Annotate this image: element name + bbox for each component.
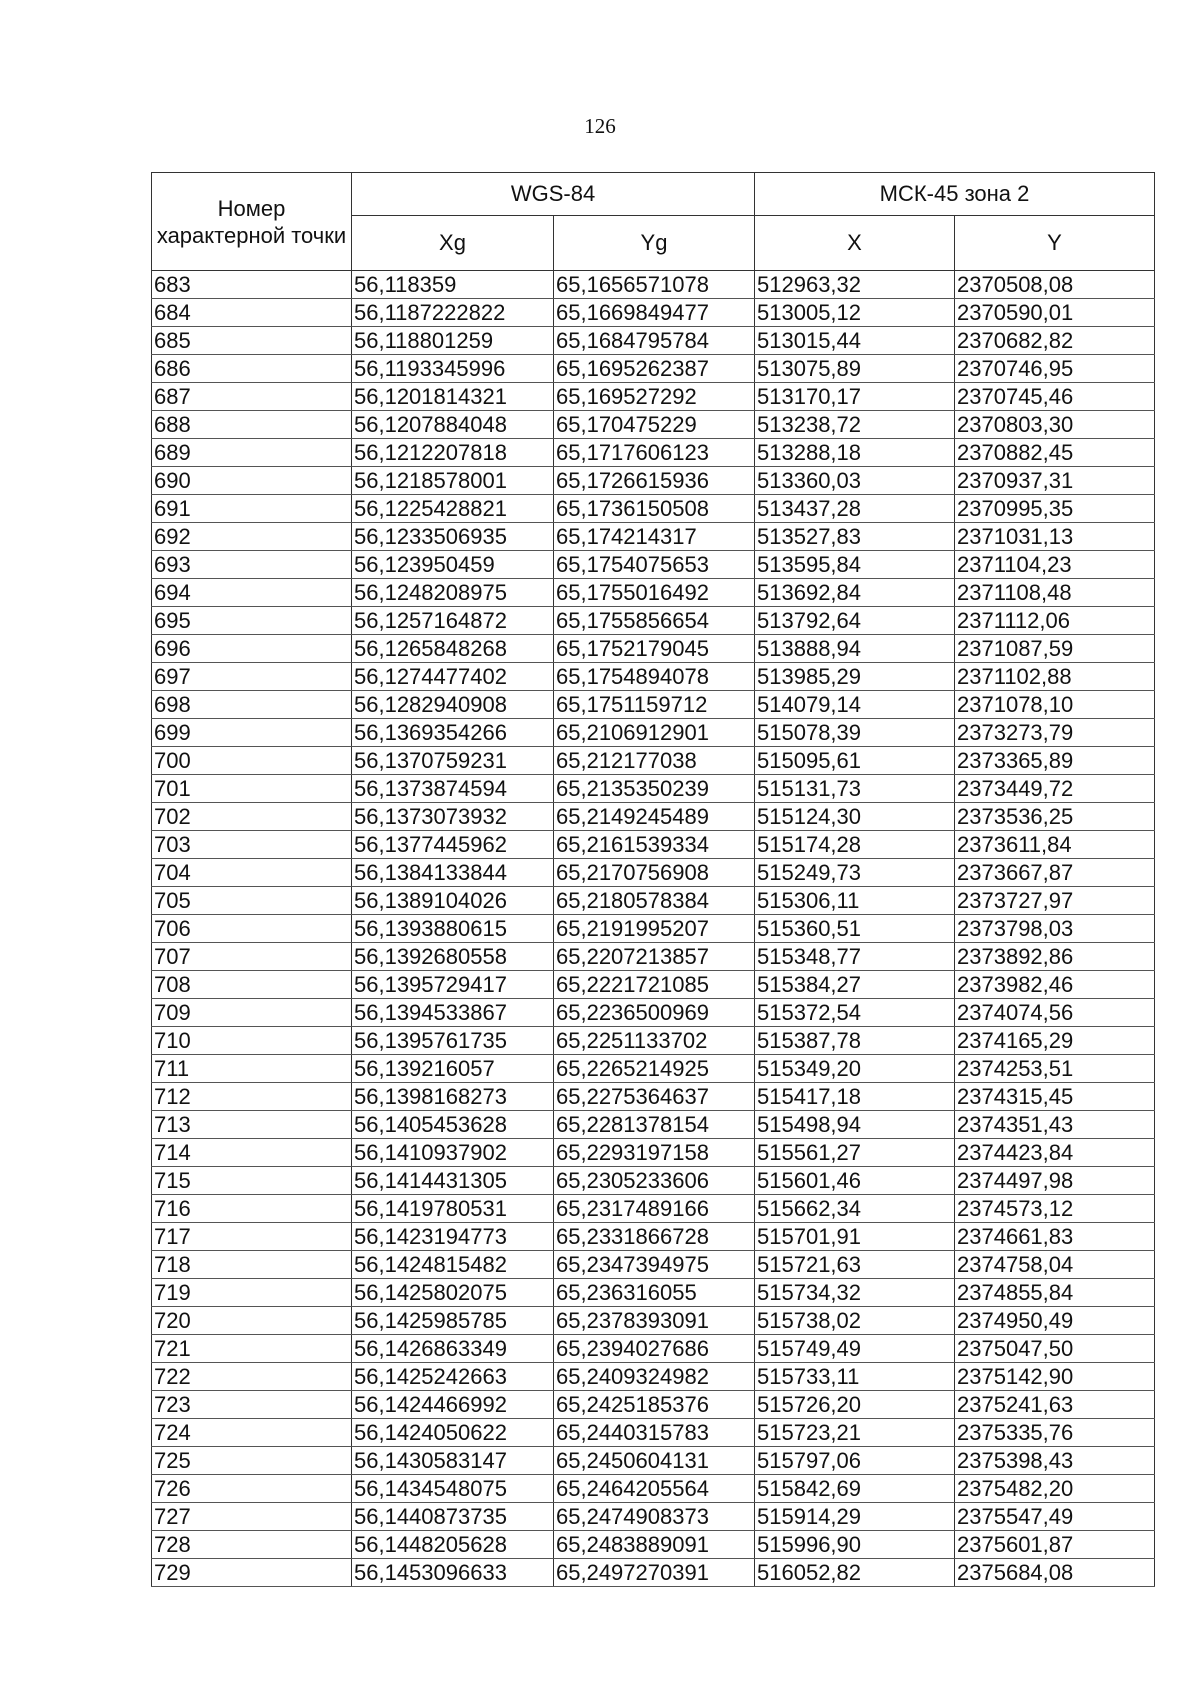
- yg-cell: 65,2161539334: [554, 831, 755, 859]
- y-cell: 2373727,97: [955, 887, 1155, 915]
- yg-cell: 65,2474908373: [554, 1503, 755, 1531]
- y-cell: 2371087,59: [955, 635, 1155, 663]
- xg-cell: 56,1212207818: [352, 439, 554, 467]
- y-cell: 2370590,01: [955, 299, 1155, 327]
- y-cell: 2375335,76: [955, 1419, 1155, 1447]
- point-number-cell: 713: [152, 1111, 352, 1139]
- point-number-cell: 726: [152, 1475, 352, 1503]
- yg-cell: 65,174214317: [554, 523, 755, 551]
- y-cell: 2373667,87: [955, 859, 1155, 887]
- header-y: Y: [955, 216, 1155, 271]
- yg-cell: 65,2464205564: [554, 1475, 755, 1503]
- table-row: [152, 859, 1155, 887]
- table-row: [152, 691, 1155, 719]
- xg-cell: 56,1448205628: [352, 1531, 554, 1559]
- xg-cell: 56,1369354266: [352, 719, 554, 747]
- x-cell: 515601,46: [755, 1167, 955, 1195]
- xg-cell: 56,1394533867: [352, 999, 554, 1027]
- point-number-cell: 700: [152, 747, 352, 775]
- x-cell: 513792,64: [755, 607, 955, 635]
- table-header: [152, 173, 1155, 271]
- yg-cell: 65,1717606123: [554, 439, 755, 467]
- x-cell: 513015,44: [755, 327, 955, 355]
- yg-cell: 65,1755856654: [554, 607, 755, 635]
- y-cell: 2373449,72: [955, 775, 1155, 803]
- point-number-cell: 685: [152, 327, 352, 355]
- yg-cell: 65,1726615936: [554, 467, 755, 495]
- point-number-cell: 695: [152, 607, 352, 635]
- y-cell: 2375047,50: [955, 1335, 1155, 1363]
- xg-cell: 56,1424466992: [352, 1391, 554, 1419]
- x-cell: 515662,34: [755, 1195, 955, 1223]
- point-number-cell: 714: [152, 1139, 352, 1167]
- y-cell: 2374315,45: [955, 1083, 1155, 1111]
- y-cell: 2373892,86: [955, 943, 1155, 971]
- xg-cell: 56,1453096633: [352, 1559, 554, 1587]
- xg-cell: 56,1257164872: [352, 607, 554, 635]
- yg-cell: 65,2347394975: [554, 1251, 755, 1279]
- x-cell: 513527,83: [755, 523, 955, 551]
- point-number-cell: 692: [152, 523, 352, 551]
- x-cell: 515124,30: [755, 803, 955, 831]
- y-cell: 2374351,43: [955, 1111, 1155, 1139]
- point-number-cell: 715: [152, 1167, 352, 1195]
- y-cell: 2370882,45: [955, 439, 1155, 467]
- xg-cell: 56,1193345996: [352, 355, 554, 383]
- yg-cell: 65,2106912901: [554, 719, 755, 747]
- table-row: [152, 1391, 1155, 1419]
- y-cell: 2370745,46: [955, 383, 1155, 411]
- x-cell: 515734,32: [755, 1279, 955, 1307]
- header-yg: Yg: [554, 216, 755, 271]
- xg-cell: 56,139216057: [352, 1055, 554, 1083]
- xg-cell: 56,1274477402: [352, 663, 554, 691]
- xg-cell: 56,1430583147: [352, 1447, 554, 1475]
- y-cell: 2374165,29: [955, 1027, 1155, 1055]
- point-number-cell: 711: [152, 1055, 352, 1083]
- xg-cell: 56,1282940908: [352, 691, 554, 719]
- x-cell: 515797,06: [755, 1447, 955, 1475]
- yg-cell: 65,2207213857: [554, 943, 755, 971]
- x-cell: 515384,27: [755, 971, 955, 999]
- table-row: [152, 1167, 1155, 1195]
- y-cell: 2373536,25: [955, 803, 1155, 831]
- yg-cell: 65,1684795784: [554, 327, 755, 355]
- y-cell: 2374497,98: [955, 1167, 1155, 1195]
- point-number-cell: 688: [152, 411, 352, 439]
- y-cell: 2373365,89: [955, 747, 1155, 775]
- xg-cell: 56,1419780531: [352, 1195, 554, 1223]
- x-cell: 515498,94: [755, 1111, 955, 1139]
- table-row: [152, 523, 1155, 551]
- point-number-cell: 718: [152, 1251, 352, 1279]
- x-cell: 515723,21: [755, 1419, 955, 1447]
- point-number-cell: 708: [152, 971, 352, 999]
- point-number-cell: 684: [152, 299, 352, 327]
- xg-cell: 56,1424815482: [352, 1251, 554, 1279]
- y-cell: 2374074,56: [955, 999, 1155, 1027]
- table-row: [152, 747, 1155, 775]
- table-row: [152, 327, 1155, 355]
- x-cell: 512963,32: [755, 271, 955, 299]
- table-row: [152, 719, 1155, 747]
- yg-cell: 65,2440315783: [554, 1419, 755, 1447]
- x-cell: 515733,11: [755, 1363, 955, 1391]
- x-cell: 515738,02: [755, 1307, 955, 1335]
- table-row: [152, 1531, 1155, 1559]
- xg-cell: 56,1423194773: [352, 1223, 554, 1251]
- yg-cell: 65,2180578384: [554, 887, 755, 915]
- point-number-cell: 691: [152, 495, 352, 523]
- xg-cell: 56,1187222822: [352, 299, 554, 327]
- table-row: [152, 1419, 1155, 1447]
- point-number-cell: 716: [152, 1195, 352, 1223]
- xg-cell: 56,1395729417: [352, 971, 554, 999]
- x-cell: 515996,90: [755, 1531, 955, 1559]
- y-cell: 2374661,83: [955, 1223, 1155, 1251]
- table-row: [152, 383, 1155, 411]
- point-number-cell: 717: [152, 1223, 352, 1251]
- yg-cell: 65,2135350239: [554, 775, 755, 803]
- table-row: [152, 1363, 1155, 1391]
- y-cell: 2370995,35: [955, 495, 1155, 523]
- header-row-groups: [152, 173, 1155, 216]
- xg-cell: 56,118801259: [352, 327, 554, 355]
- table-row: [152, 803, 1155, 831]
- point-number-cell: 709: [152, 999, 352, 1027]
- y-cell: 2370682,82: [955, 327, 1155, 355]
- y-cell: 2371102,88: [955, 663, 1155, 691]
- table-row: [152, 411, 1155, 439]
- yg-cell: 65,1669849477: [554, 299, 755, 327]
- point-number-cell: 686: [152, 355, 352, 383]
- y-cell: 2373798,03: [955, 915, 1155, 943]
- x-cell: 515095,61: [755, 747, 955, 775]
- point-number-cell: 721: [152, 1335, 352, 1363]
- yg-cell: 65,2305233606: [554, 1167, 755, 1195]
- xg-cell: 56,1434548075: [352, 1475, 554, 1503]
- y-cell: 2374855,84: [955, 1279, 1155, 1307]
- table-row: [152, 915, 1155, 943]
- xg-cell: 56,1248208975: [352, 579, 554, 607]
- table-row: [152, 1475, 1155, 1503]
- yg-cell: 65,2409324982: [554, 1363, 755, 1391]
- table-row: [152, 1111, 1155, 1139]
- xg-cell: 56,1389104026: [352, 887, 554, 915]
- xg-cell: 56,118359: [352, 271, 554, 299]
- xg-cell: 56,1373874594: [352, 775, 554, 803]
- yg-cell: 65,2191995207: [554, 915, 755, 943]
- point-number-cell: 693: [152, 551, 352, 579]
- xg-cell: 56,1414431305: [352, 1167, 554, 1195]
- table-row: [152, 999, 1155, 1027]
- x-cell: 515561,27: [755, 1139, 955, 1167]
- point-number-cell: 694: [152, 579, 352, 607]
- xg-cell: 56,1398168273: [352, 1083, 554, 1111]
- y-cell: 2375601,87: [955, 1531, 1155, 1559]
- x-cell: 515348,77: [755, 943, 955, 971]
- xg-cell: 56,1233506935: [352, 523, 554, 551]
- table-row: [152, 1307, 1155, 1335]
- xg-cell: 56,1377445962: [352, 831, 554, 859]
- y-cell: 2370508,08: [955, 271, 1155, 299]
- y-cell: 2375241,63: [955, 1391, 1155, 1419]
- y-cell: 2370746,95: [955, 355, 1155, 383]
- table-row: [152, 831, 1155, 859]
- table-row: [152, 1223, 1155, 1251]
- xg-cell: 56,1425802075: [352, 1279, 554, 1307]
- point-number-cell: 690: [152, 467, 352, 495]
- xg-cell: 56,1395761735: [352, 1027, 554, 1055]
- yg-cell: 65,1695262387: [554, 355, 755, 383]
- xg-cell: 56,1265848268: [352, 635, 554, 663]
- table-row: [152, 1559, 1155, 1587]
- table-row: [152, 1027, 1155, 1055]
- yg-cell: 65,2331866728: [554, 1223, 755, 1251]
- point-number-cell: 727: [152, 1503, 352, 1531]
- point-number-cell: 705: [152, 887, 352, 915]
- x-cell: 513075,89: [755, 355, 955, 383]
- point-number-cell: 719: [152, 1279, 352, 1307]
- xg-cell: 56,1384133844: [352, 859, 554, 887]
- point-number-cell: 725: [152, 1447, 352, 1475]
- yg-cell: 65,2425185376: [554, 1391, 755, 1419]
- yg-cell: 65,2497270391: [554, 1559, 755, 1587]
- point-number-cell: 720: [152, 1307, 352, 1335]
- yg-cell: 65,169527292: [554, 383, 755, 411]
- y-cell: 2374573,12: [955, 1195, 1155, 1223]
- x-cell: 515372,54: [755, 999, 955, 1027]
- yg-cell: 65,2275364637: [554, 1083, 755, 1111]
- xg-cell: 56,1425985785: [352, 1307, 554, 1335]
- x-cell: 515387,78: [755, 1027, 955, 1055]
- yg-cell: 65,2317489166: [554, 1195, 755, 1223]
- header-point-number: Номер характерной точки: [152, 173, 352, 271]
- point-number-cell: 722: [152, 1363, 352, 1391]
- y-cell: 2375547,49: [955, 1503, 1155, 1531]
- y-cell: 2370803,30: [955, 411, 1155, 439]
- yg-cell: 65,1656571078: [554, 271, 755, 299]
- x-cell: 513238,72: [755, 411, 955, 439]
- table-row: [152, 775, 1155, 803]
- xg-cell: 56,1201814321: [352, 383, 554, 411]
- table-row: [152, 971, 1155, 999]
- point-number-cell: 728: [152, 1531, 352, 1559]
- y-cell: 2374253,51: [955, 1055, 1155, 1083]
- point-number-cell: 701: [152, 775, 352, 803]
- yg-cell: 65,212177038: [554, 747, 755, 775]
- point-number-cell: 683: [152, 271, 352, 299]
- yg-cell: 65,2378393091: [554, 1307, 755, 1335]
- x-cell: 513288,18: [755, 439, 955, 467]
- yg-cell: 65,1754894078: [554, 663, 755, 691]
- table-row: [152, 943, 1155, 971]
- coordinates-table: [151, 172, 1155, 1587]
- yg-cell: 65,170475229: [554, 411, 755, 439]
- xg-cell: 56,1425242663: [352, 1363, 554, 1391]
- y-cell: 2375684,08: [955, 1559, 1155, 1587]
- x-cell: 515914,29: [755, 1503, 955, 1531]
- table-row: [152, 1503, 1155, 1531]
- point-number-cell: 729: [152, 1559, 352, 1587]
- x-cell: 513360,03: [755, 467, 955, 495]
- yg-cell: 65,2236500969: [554, 999, 755, 1027]
- point-number-cell: 698: [152, 691, 352, 719]
- point-number-cell: 723: [152, 1391, 352, 1419]
- x-cell: 515349,20: [755, 1055, 955, 1083]
- x-cell: 513437,28: [755, 495, 955, 523]
- x-cell: 516052,82: [755, 1559, 955, 1587]
- yg-cell: 65,1736150508: [554, 495, 755, 523]
- table-row: [152, 495, 1155, 523]
- table-row: [152, 887, 1155, 915]
- point-number-cell: 710: [152, 1027, 352, 1055]
- table-row: [152, 579, 1155, 607]
- table-row: [152, 1195, 1155, 1223]
- yg-cell: 65,2251133702: [554, 1027, 755, 1055]
- x-cell: 513985,29: [755, 663, 955, 691]
- xg-cell: 56,1392680558: [352, 943, 554, 971]
- yg-cell: 65,2394027686: [554, 1335, 755, 1363]
- x-cell: 515078,39: [755, 719, 955, 747]
- header-x: X: [755, 216, 955, 271]
- yg-cell: 65,1752179045: [554, 635, 755, 663]
- y-cell: 2375398,43: [955, 1447, 1155, 1475]
- x-cell: 515726,20: [755, 1391, 955, 1419]
- header-wgs84: WGS-84: [352, 173, 755, 216]
- point-number-cell: 696: [152, 635, 352, 663]
- table-row: [152, 1139, 1155, 1167]
- point-number-cell: 702: [152, 803, 352, 831]
- xg-cell: 56,1410937902: [352, 1139, 554, 1167]
- x-cell: 515842,69: [755, 1475, 955, 1503]
- y-cell: 2375142,90: [955, 1363, 1155, 1391]
- table-row: [152, 271, 1155, 299]
- x-cell: 513005,12: [755, 299, 955, 327]
- yg-cell: 65,2450604131: [554, 1447, 755, 1475]
- x-cell: 514079,14: [755, 691, 955, 719]
- y-cell: 2371104,23: [955, 551, 1155, 579]
- xg-cell: 56,1225428821: [352, 495, 554, 523]
- y-cell: 2373982,46: [955, 971, 1155, 999]
- y-cell: 2371112,06: [955, 607, 1155, 635]
- y-cell: 2374423,84: [955, 1139, 1155, 1167]
- table-row: [152, 607, 1155, 635]
- yg-cell: 65,2265214925: [554, 1055, 755, 1083]
- yg-cell: 65,2281378154: [554, 1111, 755, 1139]
- table-row: [152, 1279, 1155, 1307]
- table-row: [152, 299, 1155, 327]
- xg-cell: 56,1207884048: [352, 411, 554, 439]
- table-row: [152, 355, 1155, 383]
- y-cell: 2373273,79: [955, 719, 1155, 747]
- x-cell: 515417,18: [755, 1083, 955, 1111]
- yg-cell: 65,1754075653: [554, 551, 755, 579]
- xg-cell: 56,1426863349: [352, 1335, 554, 1363]
- table-body: [152, 271, 1155, 1587]
- table-row: [152, 1055, 1155, 1083]
- y-cell: 2370937,31: [955, 467, 1155, 495]
- point-number-cell: 689: [152, 439, 352, 467]
- y-cell: 2374758,04: [955, 1251, 1155, 1279]
- x-cell: 515306,11: [755, 887, 955, 915]
- yg-cell: 65,2293197158: [554, 1139, 755, 1167]
- xg-cell: 56,1373073932: [352, 803, 554, 831]
- table-row: [152, 663, 1155, 691]
- y-cell: 2371031,13: [955, 523, 1155, 551]
- point-number-cell: 712: [152, 1083, 352, 1111]
- point-number-cell: 704: [152, 859, 352, 887]
- yg-cell: 65,2221721085: [554, 971, 755, 999]
- yg-cell: 65,236316055: [554, 1279, 755, 1307]
- header-msk45: МСК-45 зона 2: [755, 173, 1155, 216]
- x-cell: 515701,91: [755, 1223, 955, 1251]
- yg-cell: 65,2149245489: [554, 803, 755, 831]
- point-number-cell: 699: [152, 719, 352, 747]
- point-number-cell: 703: [152, 831, 352, 859]
- y-cell: 2371078,10: [955, 691, 1155, 719]
- y-cell: 2373611,84: [955, 831, 1155, 859]
- y-cell: 2374950,49: [955, 1307, 1155, 1335]
- xg-cell: 56,1405453628: [352, 1111, 554, 1139]
- yg-cell: 65,1755016492: [554, 579, 755, 607]
- x-cell: 515360,51: [755, 915, 955, 943]
- x-cell: 515749,49: [755, 1335, 955, 1363]
- point-number-cell: 697: [152, 663, 352, 691]
- point-number-cell: 687: [152, 383, 352, 411]
- table-row: [152, 635, 1155, 663]
- table-row: [152, 1083, 1155, 1111]
- header-xg: Xg: [352, 216, 554, 271]
- xg-cell: 56,1370759231: [352, 747, 554, 775]
- y-cell: 2371108,48: [955, 579, 1155, 607]
- x-cell: 515174,28: [755, 831, 955, 859]
- xg-cell: 56,1424050622: [352, 1419, 554, 1447]
- page-number: 126: [584, 114, 616, 138]
- table-row: [152, 1251, 1155, 1279]
- x-cell: 515721,63: [755, 1251, 955, 1279]
- table-row: [152, 1335, 1155, 1363]
- xg-cell: 56,123950459: [352, 551, 554, 579]
- x-cell: 515249,73: [755, 859, 955, 887]
- xg-cell: 56,1218578001: [352, 467, 554, 495]
- table-row: [152, 551, 1155, 579]
- point-number-cell: 706: [152, 915, 352, 943]
- yg-cell: 65,2483889091: [554, 1531, 755, 1559]
- table-row: [152, 467, 1155, 495]
- y-cell: 2375482,20: [955, 1475, 1155, 1503]
- xg-cell: 56,1440873735: [352, 1503, 554, 1531]
- table-row: [152, 439, 1155, 467]
- yg-cell: 65,2170756908: [554, 859, 755, 887]
- point-number-cell: 724: [152, 1419, 352, 1447]
- x-cell: 513888,94: [755, 635, 955, 663]
- yg-cell: 65,1751159712: [554, 691, 755, 719]
- table-row: [152, 1447, 1155, 1475]
- x-cell: 513692,84: [755, 579, 955, 607]
- x-cell: 513595,84: [755, 551, 955, 579]
- x-cell: 515131,73: [755, 775, 955, 803]
- x-cell: 513170,17: [755, 383, 955, 411]
- xg-cell: 56,1393880615: [352, 915, 554, 943]
- point-number-cell: 707: [152, 943, 352, 971]
